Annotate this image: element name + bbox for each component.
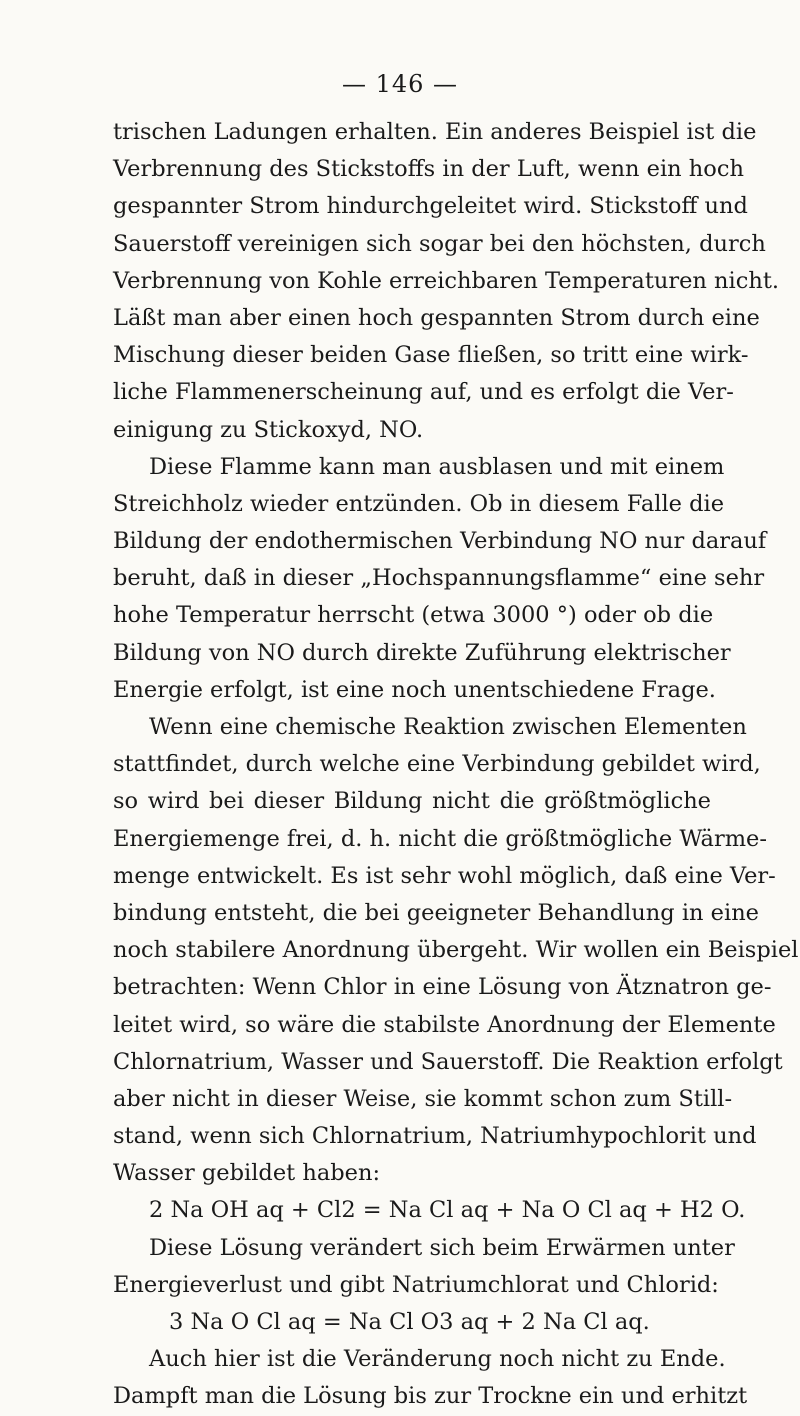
text-line: aber nicht in dieser Weise, sie kommt schon zum Still- bbox=[113, 1085, 733, 1112]
text-line: Energiemenge frei, d. h. nicht die größtmögliche Wärme- bbox=[113, 825, 767, 852]
text-line: Chlornatrium, Wasser und Sauerstoff. Die Reaktion erfolgt bbox=[113, 1048, 783, 1075]
text-line: Dampft man die Lösung bis zur Trockne ein und erhitzt bbox=[113, 1383, 748, 1410]
text-line: Wasser gebildet haben: bbox=[113, 1160, 381, 1187]
chemical-equation: 2 Na OH aq + Cl2 = Na Cl aq + Na O Cl aq + H2 O. bbox=[149, 1197, 746, 1224]
text-line: Bildung der endothermischen Verbindung NO nur darauf bbox=[113, 528, 767, 555]
text-line: betrachten: Wenn Chlor in eine Lösung von Ätznatron ge- bbox=[113, 974, 772, 1001]
chemical-equation: 3 Na O Cl aq = Na Cl O3 aq + 2 Na Cl aq. bbox=[169, 1309, 650, 1335]
text-line: Energieverlust und gibt Natriumchlorat und Chlorid: bbox=[113, 1271, 719, 1298]
text-line: menge entwickelt. Es ist sehr wohl möglich, daß eine Ver- bbox=[113, 862, 776, 889]
text-line: stand, wenn sich Chlornatrium, Natriumhypochlorit und bbox=[113, 1123, 757, 1150]
text-line: gespannter Strom hindurchgeleitet wird. Stickstoff und bbox=[113, 193, 748, 220]
text-line: Bildung von NO durch direkte Zuführung elektrischer bbox=[113, 639, 731, 666]
text-line: trischen Ladungen erhalten. Ein anderes Beispiel ist die bbox=[113, 119, 757, 145]
text-line: Wenn eine chemische Reaktion zwischen Elementen bbox=[149, 714, 747, 740]
text-line: so wird bei dieser Bildung nicht die größtmögliche bbox=[113, 788, 711, 815]
text-line: stattfindet, durch welche eine Verbindung gebildet wird, bbox=[113, 751, 761, 778]
text-line: Sauerstoff vereinigen sich sogar bei den höchsten, durch bbox=[113, 230, 766, 257]
text-line: noch stabilere Anordnung übergeht. Wir wollen ein Beispiel bbox=[113, 937, 799, 964]
text-line: Läßt man aber einen hoch gespannten Strom durch eine bbox=[113, 304, 760, 331]
text-line: beruht, daß in dieser „Hochspannungsflamme“ eine sehr bbox=[113, 565, 765, 592]
text-line: leitet wird, so wäre die stabilste Anordnung der Elemente bbox=[113, 1011, 776, 1038]
text-line: Energie erfolgt, ist eine noch unentschiedene Frage. bbox=[113, 676, 716, 703]
body-text bbox=[113, 114, 799, 1416]
page-number: — 146 — bbox=[341, 70, 459, 98]
text-line: Verbrennung des Stickstoffs in der Luft, wenn ein hoch bbox=[113, 156, 744, 183]
text-line: einigung zu Stickoxyd, NO. bbox=[113, 416, 424, 443]
text-line: hohe Temperatur herrscht (etwa 3000 °) oder ob die bbox=[113, 602, 714, 629]
text-line: bindung entsteht, die bei geeigneter Behandlung in eine bbox=[113, 899, 759, 926]
text-line: Diese Lösung verändert sich beim Erwärmen unter bbox=[149, 1234, 735, 1261]
text-line: Diese Flamme kann man ausblasen und mit einem bbox=[149, 453, 725, 480]
text-line: Streichholz wieder entzünden. Ob in diesem Falle die bbox=[113, 490, 725, 517]
text-line: liche Flammenerscheinung auf, und es erfolgt die Ver- bbox=[113, 379, 734, 406]
text-line: Auch hier ist die Veränderung noch nicht zu Ende. bbox=[149, 1346, 726, 1373]
text-line: Verbrennung von Kohle erreichbaren Temperaturen nicht. bbox=[113, 267, 780, 294]
text-line: Mischung dieser beiden Gase fließen, so tritt eine wirk- bbox=[113, 342, 749, 369]
